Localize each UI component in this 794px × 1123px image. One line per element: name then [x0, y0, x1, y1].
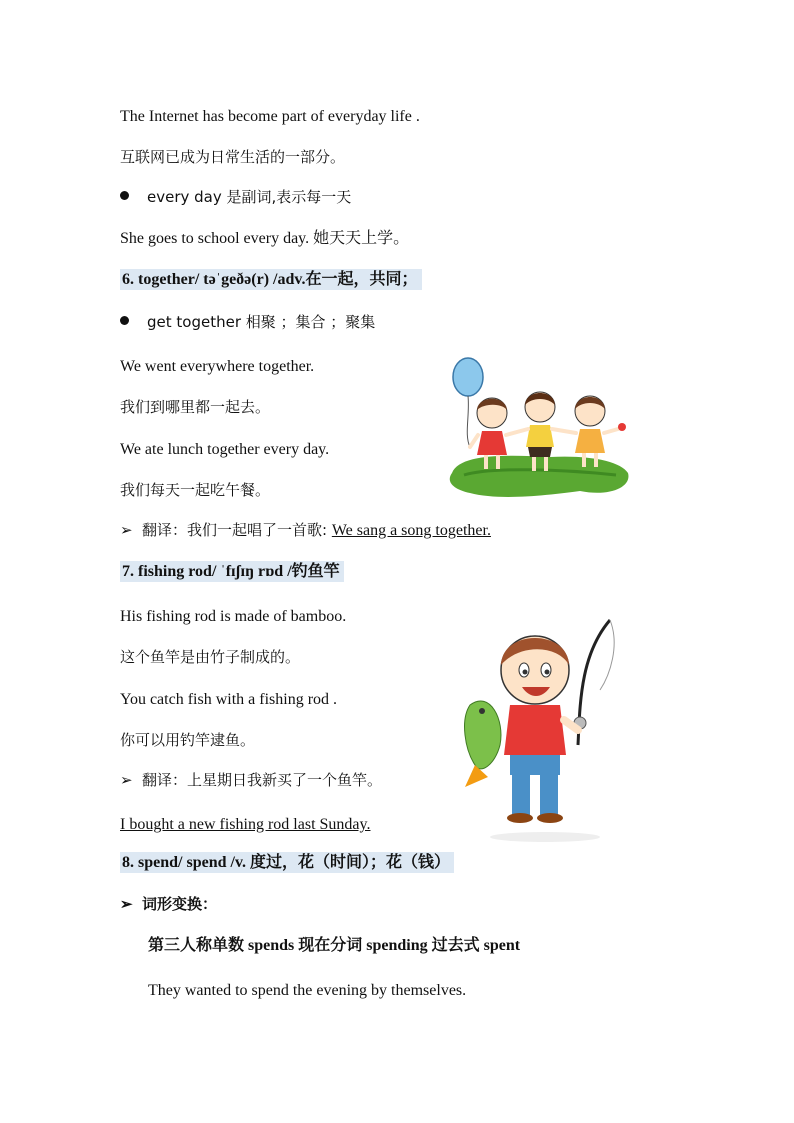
translation-internet: 互联网已成为日常生活的一部分。	[120, 148, 346, 166]
fishing-boy-illustration	[460, 615, 630, 845]
word-forms-label	[120, 894, 217, 914]
translation-catch-fish: 你可以用钓竿逮鱼。	[120, 731, 256, 749]
sentence-catch-fish: You catch fish with a fishing rod .	[120, 691, 338, 708]
exercise-answer: We sang a song together.	[331, 522, 491, 539]
bullet-icon	[120, 191, 129, 200]
bullet-text: every day 是副词,表示每一天	[147, 188, 352, 206]
arrow-icon: ➢	[120, 897, 133, 913]
exercise-prompt: 翻译：上星期日我新买了一个鱼竿。	[142, 771, 383, 789]
arrow-icon: ➢	[120, 773, 133, 789]
heading-spend-text: 8. spend/ spend /v. 度过，花（时间）；花（钱）	[120, 852, 454, 873]
translation-bamboo: 这个鱼竿是由竹子制成的。	[120, 648, 301, 666]
sentence-internet: The Internet has become part of everyday life .	[120, 108, 420, 125]
exercise-rod-answer: I bought a new fishing rod last Sunday.	[120, 816, 371, 833]
sentence-lunch: We ate lunch together every day.	[120, 441, 330, 458]
bullet-icon	[120, 316, 129, 325]
heading-fishing-rod	[120, 560, 352, 584]
heading-together	[120, 268, 430, 292]
exercise-rod	[120, 770, 382, 790]
heading-spend	[120, 851, 462, 875]
sentence-bamboo: His fishing rod is made of bamboo.	[120, 608, 347, 625]
heading-together-text: 6. together/ təˈgeðə(r) /adv.在一起，共同；	[120, 269, 422, 290]
exercise-prompt: 翻译：我们一起唱了一首歌:	[142, 521, 332, 539]
bullet-get-together	[120, 312, 375, 332]
sentence-school: She goes to school every day. 她天天上学。	[120, 230, 410, 247]
word-forms: 第三人称单数 spends 现在分词 spending 过去式 spent	[148, 937, 521, 954]
children-illustration	[440, 355, 640, 505]
translation-lunch: 我们每天一起吃午餐。	[120, 481, 271, 499]
translation-everywhere: 我们到哪里都一起去。	[120, 398, 271, 416]
word-forms-text: 词形变换：	[142, 895, 218, 913]
sentence-spend: They wanted to spend the evening by themselves.	[148, 982, 467, 999]
sentence-everywhere: We went everywhere together.	[120, 358, 315, 375]
arrow-icon: ➢	[120, 523, 133, 539]
heading-fishing-rod-text: 7. fishing rod/ ˈfɪʃɪŋ rɒd /钓鱼竿	[120, 561, 344, 582]
bullet-every-day	[120, 187, 351, 207]
exercise-sing	[120, 520, 491, 540]
bullet-text: get together 相聚 ；集合 ；聚集	[147, 313, 376, 331]
